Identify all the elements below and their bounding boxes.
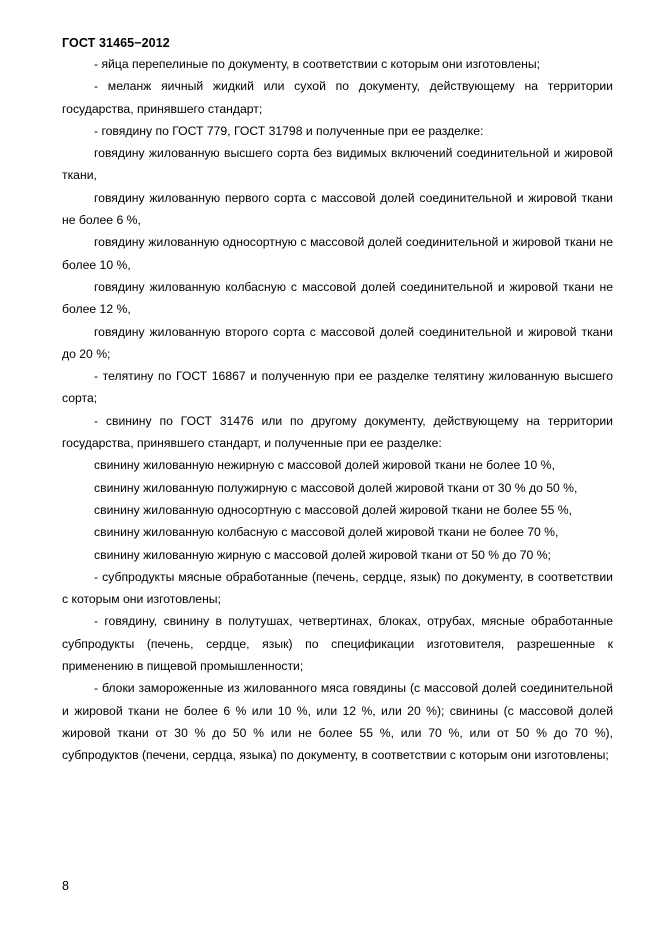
sub-item-beef-sausage: говядину жилованную колбасную с массовой долей соединительной и жировой ткани не более 12 %, bbox=[62, 279, 613, 317]
document-header: ГОСТ 31465−2012 bbox=[62, 36, 170, 50]
sub-item-beef-second-grade: говядину жилованную второго сорта с массовой долей соединительной и жировой ткани до 20 %; bbox=[62, 324, 613, 361]
list-item-offal: - субпродукты мясные обработанные (печень, сердце, язык) по документу, в соответствии с которым они изготовлены; bbox=[62, 569, 613, 607]
sub-item-pork-lean: свинину жилованную нежирную с массовой долей жировой ткани не более 10 %, bbox=[94, 458, 555, 473]
list-item-carcasses: - говядину, свинину в полутушах, четвертинах, блоках, отрубах, мясные обработанные субпродукты (печень, сердце, язык) по спецификации изготовителя, разрешенные к применению в пищевой промышленности; bbox=[62, 614, 613, 674]
list-item-beef: - говядину по ГОСТ 779, ГОСТ 31798 и полученные при ее разделке: bbox=[94, 123, 484, 138]
sub-item-beef-single-grade: говядину жилованную односортную с массовой долей соединительной и жировой ткани не более 10 %, bbox=[62, 235, 613, 272]
sub-item-pork-sausage: свинину жилованную колбасную с массовой долей жировой ткани не более 70 %, bbox=[94, 525, 559, 540]
list-item-quail-eggs: - яйца перепелиные по документу, в соответствии с которым они изготовлены; bbox=[94, 57, 541, 71]
sub-item-pork-single-grade: свинину жилованную односортную с массовой долей жировой ткани не более 55 %, bbox=[94, 502, 572, 517]
sub-item-beef-first-grade: говядину жилованную первого сорта с массовой долей соединительной и жировой ткани не более 6 %, bbox=[62, 190, 613, 228]
list-item-egg-melange: - меланж яичный жидкий или сухой по документу, действующему на территории государства, принявшего стандарт; bbox=[62, 79, 613, 116]
sub-item-pork-semi-fat: свинину жилованную полужирную с массовой долей жировой ткани от 30 % до 50 %, bbox=[94, 480, 578, 495]
list-item-veal: - телятину по ГОСТ 16867 и полученную при ее разделке телятину жилованную высшего сорта; bbox=[62, 369, 613, 406]
document-body bbox=[62, 53, 613, 767]
sub-item-pork-fat: свинину жилованную жирную с массовой долей жировой ткани от 50 % до 70 %; bbox=[94, 547, 551, 562]
list-item-frozen-blocks: - блоки замороженные из жилованного мяса говядины (с массовой долей соединительной и жировой ткани не более 6 % или 10 %, или 12 %, или 20 %); свинины (с массовой долей жировой ткани от 30 % до 50 % или не более 55 %, или 70 %, или от 50 % до 70 %), субпродуктов (печени, сердца, языка) по документу, в соответствии с которым они изготовлены; bbox=[62, 681, 613, 763]
list-item-pork: - свинину по ГОСТ 31476 или по другому документу, действующему на территории государства, принявшего стандарт, и полученные при ее разделке: bbox=[62, 413, 613, 451]
page-number: 8 bbox=[62, 879, 69, 893]
sub-item-beef-premium: говядину жилованную высшего сорта без видимых включений соединительной и жировой ткани, bbox=[62, 146, 613, 183]
